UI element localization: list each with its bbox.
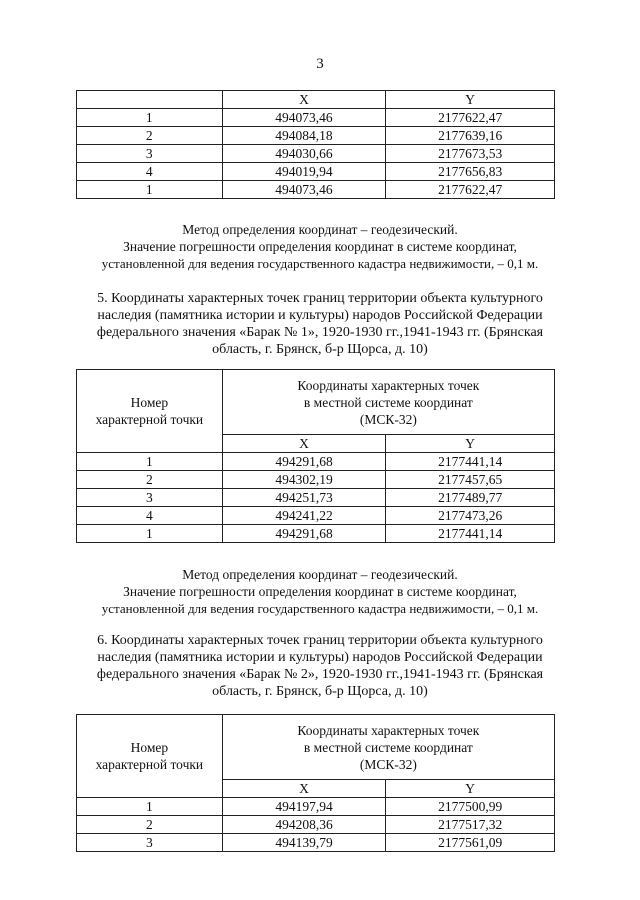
- point-number: 1: [77, 798, 223, 816]
- method-line: Метод определения координат – геодезический.: [182, 222, 458, 237]
- coordinates-header: [222, 715, 554, 780]
- x-value: 494084,18: [222, 127, 386, 145]
- section-6-line: 6. Координаты характерных точек границ территории объекта культурного: [97, 633, 543, 648]
- x-value: 494030,66: [222, 145, 386, 163]
- point-number: 2: [77, 816, 223, 834]
- header-line: в местной системе координат: [303, 739, 473, 755]
- point-number-header: [77, 715, 223, 798]
- x-value: 494019,94: [222, 163, 386, 181]
- y-value: 2177489,77: [386, 489, 555, 507]
- y-value: 2177639,16: [386, 127, 555, 145]
- y-value: 2177441,14: [386, 525, 555, 543]
- point-number: 1: [77, 525, 223, 543]
- x-value: 494251,73: [222, 489, 386, 507]
- y-value: 2177500,99: [386, 798, 555, 816]
- x-value: 494291,68: [222, 453, 386, 471]
- table-row: [77, 181, 555, 199]
- accuracy-line: Значение погрешности определения координат в системе координат,: [123, 239, 517, 254]
- header-line: Номер: [130, 395, 169, 410]
- header-line: характерной точки: [95, 412, 204, 427]
- section-5-line: наследия (памятника истории и культуры) народов Российской Федерации: [97, 308, 543, 323]
- header-line: Координаты характерных точек: [297, 722, 480, 738]
- header-line: (МСК-32): [359, 756, 417, 772]
- x-value: 494073,46: [222, 181, 386, 199]
- y-value: 2177656,83: [386, 163, 555, 181]
- y-value: 2177622,47: [386, 181, 555, 199]
- table-row: [77, 798, 555, 816]
- x-value: 494208,36: [222, 816, 386, 834]
- table-row: [77, 489, 555, 507]
- point-number-header: [77, 370, 223, 453]
- table-row: [77, 145, 555, 163]
- accuracy-line: Значение погрешности определения координат в системе координат,: [123, 584, 517, 599]
- table-row: [77, 507, 555, 525]
- coordinates-table-3: [76, 714, 555, 852]
- table-header-row: [77, 91, 555, 109]
- point-number: 4: [77, 163, 223, 181]
- section-5-line: 5. Координаты характерных точек границ территории объекта культурного: [97, 291, 543, 306]
- y-value: 2177673,53: [386, 145, 555, 163]
- header-line: Координаты характерных точек: [297, 377, 480, 393]
- header-cell-x: X: [222, 435, 386, 453]
- x-value: 494139,79: [222, 834, 386, 852]
- header-cell-y: Y: [386, 91, 555, 109]
- point-number: 2: [77, 127, 223, 145]
- header-line: Номер: [130, 740, 169, 755]
- table-row: [77, 525, 555, 543]
- table-row: [77, 163, 555, 181]
- y-value: 2177473,26: [386, 507, 555, 525]
- method-line: Метод определения координат – геодезический.: [182, 567, 458, 582]
- y-value: 2177622,47: [386, 109, 555, 127]
- section-6-line: федерального значения «Барак № 2», 1920-1930 гг.,1941-1943 гг. (Брянская: [96, 667, 544, 682]
- section-5-heading: [70, 290, 570, 358]
- y-value: 2177457,65: [386, 471, 555, 489]
- table-row: [77, 453, 555, 471]
- method-note-2: [70, 566, 570, 617]
- header-cell-x: X: [222, 91, 386, 109]
- point-number: 1: [77, 109, 223, 127]
- header-line: характерной точки: [95, 757, 204, 772]
- header-cell-y: Y: [386, 435, 555, 453]
- section-6-heading: [70, 632, 570, 700]
- header-line: в местной системе координат: [303, 394, 473, 410]
- x-value: 494291,68: [222, 525, 386, 543]
- y-value: 2177441,14: [386, 453, 555, 471]
- x-value: 494241,22: [222, 507, 386, 525]
- section-6-line: область, г. Брянск, б-р Щорса, д. 10): [212, 684, 428, 699]
- point-number: 2: [77, 471, 223, 489]
- table-row: [77, 471, 555, 489]
- method-note-1: [70, 221, 570, 272]
- y-value: 2177517,32: [386, 816, 555, 834]
- section-5-line: федерального значения «Барак № 1», 1920-1930 гг.,1941-1943 гг. (Брянская: [96, 325, 544, 340]
- section-5-line: область, г. Брянск, б-р Щорса, д. 10): [212, 342, 428, 357]
- page-number: 3: [316, 56, 324, 72]
- coordinates-header: [222, 370, 554, 435]
- point-number: 3: [77, 145, 223, 163]
- y-value: 2177561,09: [386, 834, 555, 852]
- table-row: [77, 109, 555, 127]
- table-row: [77, 816, 555, 834]
- coordinates-table-2: [76, 369, 555, 543]
- table-header-row: [77, 370, 555, 435]
- accuracy-line-2: установленной для ведения государственного кадастра недвижимости, – 0,1 м.: [101, 256, 539, 271]
- header-line: (МСК-32): [359, 411, 417, 427]
- point-number: 4: [77, 507, 223, 525]
- point-number: 1: [77, 181, 223, 199]
- point-number: 3: [77, 489, 223, 507]
- table-row: [77, 834, 555, 852]
- point-number: 3: [77, 834, 223, 852]
- header-cell-y: Y: [386, 780, 555, 798]
- coordinates-table-1: [76, 90, 555, 199]
- header-cell-x: X: [222, 780, 386, 798]
- point-number: 1: [77, 453, 223, 471]
- accuracy-line-2: установленной для ведения государственного кадастра недвижимости, – 0,1 м.: [101, 601, 539, 616]
- x-value: 494302,19: [222, 471, 386, 489]
- table-row: [77, 127, 555, 145]
- x-value: 494197,94: [222, 798, 386, 816]
- header-cell-empty: [77, 91, 223, 109]
- table-header-row: [77, 715, 555, 780]
- section-6-line: наследия (памятника истории и культуры) народов Российской Федерации: [97, 650, 543, 665]
- x-value: 494073,46: [222, 109, 386, 127]
